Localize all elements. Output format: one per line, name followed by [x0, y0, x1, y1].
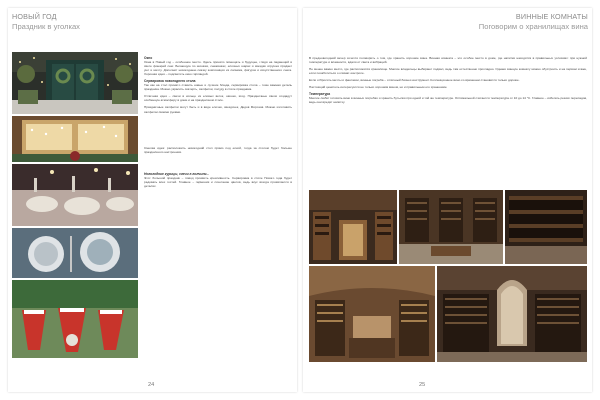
block-text: Не менее важно место, где расположится хранилище. Многие владельцы выбирают подвал, ведь там естественно прохладно. Однако винную комнату можно обустроить и на первом этаже, если позаботиться о климат-контроле.	[309, 67, 587, 76]
photo-cellar-4	[309, 266, 435, 362]
block-text: Настоящий ценитель интересуется не только хорошим вином, но и правильным его хранением.	[309, 85, 448, 90]
block-heading: Окно	[144, 56, 153, 60]
block-text: Праздничные салфетки могут быть и в виде елочек, звездочек, Дедов Морозов. Можно изготовить салфетки своими руками.	[144, 105, 292, 114]
photo-plates	[12, 228, 138, 278]
photo-red-napkins	[12, 280, 138, 358]
block-text: Так как на стол принято ставить новые и лучшие блюда, сервировка стола – тоже важная деталь праздника. Можно украсить скатерть, салфетки, посуду в стиле праздника.	[144, 83, 292, 92]
block-text: В предновогодний вечер хочется поговорить о том, где хранить хорошие вина. Винная комната – это особое место в доме, где напитки находятся в правильных условиях: при нужной температуре и влажности, вдали от света и вибраций.	[309, 56, 587, 65]
left-section-title: НОВЫЙ ГОД	[12, 12, 57, 21]
block-heading: Новогодние курицы, свечи в волчьем...	[144, 171, 210, 176]
right-text-top	[309, 56, 587, 184]
block-heading: Температура	[309, 92, 331, 97]
photo-door-wreaths	[12, 52, 138, 114]
left-page	[8, 8, 297, 392]
block-text: Этот большой праздник – повод проявить креативность. Сервировка в стиле Нового года будет радовать всех гостей. Главное – гармония и сочетание цветов, ведь вкус всегда проявляется в деталях.	[144, 175, 292, 188]
page-number: 24	[148, 382, 155, 388]
photo-cellar-3	[505, 190, 587, 264]
photo-table-setting	[12, 164, 138, 226]
block-text: Если отбросить мечты и фантазии, винные погреба – отличный бизнес-инструмент. Коллекционное вино со временем становится только дороже.	[309, 78, 520, 83]
photo-window-lights	[12, 116, 138, 162]
left-section-subtitle: Праздник в уголках	[12, 22, 80, 31]
block-text: Смелая идея: расположить новогодний стол прямо под елкой, тогда за столом будет больше праздничного настроения.	[144, 145, 292, 154]
photo-cellar-2	[399, 190, 503, 264]
block-text: Окна в Новый год – особенное место. Здесь принято помещать и будущее, глядя на падающий в свете фонарей снег. Бегающую по шишках, снежинках, елочных шарах и звездах игрушек придает уют и мечту. Дополнит новогоднюю сказку композиция из лапника, фигурок и искусственного снега. Хорошая идея – подсветить окно гирляндой.	[144, 60, 292, 77]
photo-cellar-5	[437, 266, 587, 362]
photo-cellar-1	[309, 190, 397, 264]
left-text-column	[144, 56, 292, 356]
page-number: 25	[419, 382, 426, 388]
right-page	[303, 8, 592, 392]
block-text: Многие любят готовить вино в винных погребах и хранить бутылки при одной и той же температуре. Оптимальной считается температура от 10 до 14 °C. Главное – избегать резких перепадов, ведь они вредят напитку.	[309, 96, 587, 105]
right-section-title: ВИННЫЕ КОМНАТЫ	[515, 12, 588, 21]
right-section-subtitle: Поговорим о хранилищах вина	[478, 22, 588, 31]
block-heading: Сервировка новогоднего стола	[144, 79, 196, 84]
block-text: Отличная идея – свечи в кольце из еловых веток, шишек, ягод. Праздничные свечи создадут особенную атмосферу в доме и на праздничном столе.	[144, 94, 292, 103]
